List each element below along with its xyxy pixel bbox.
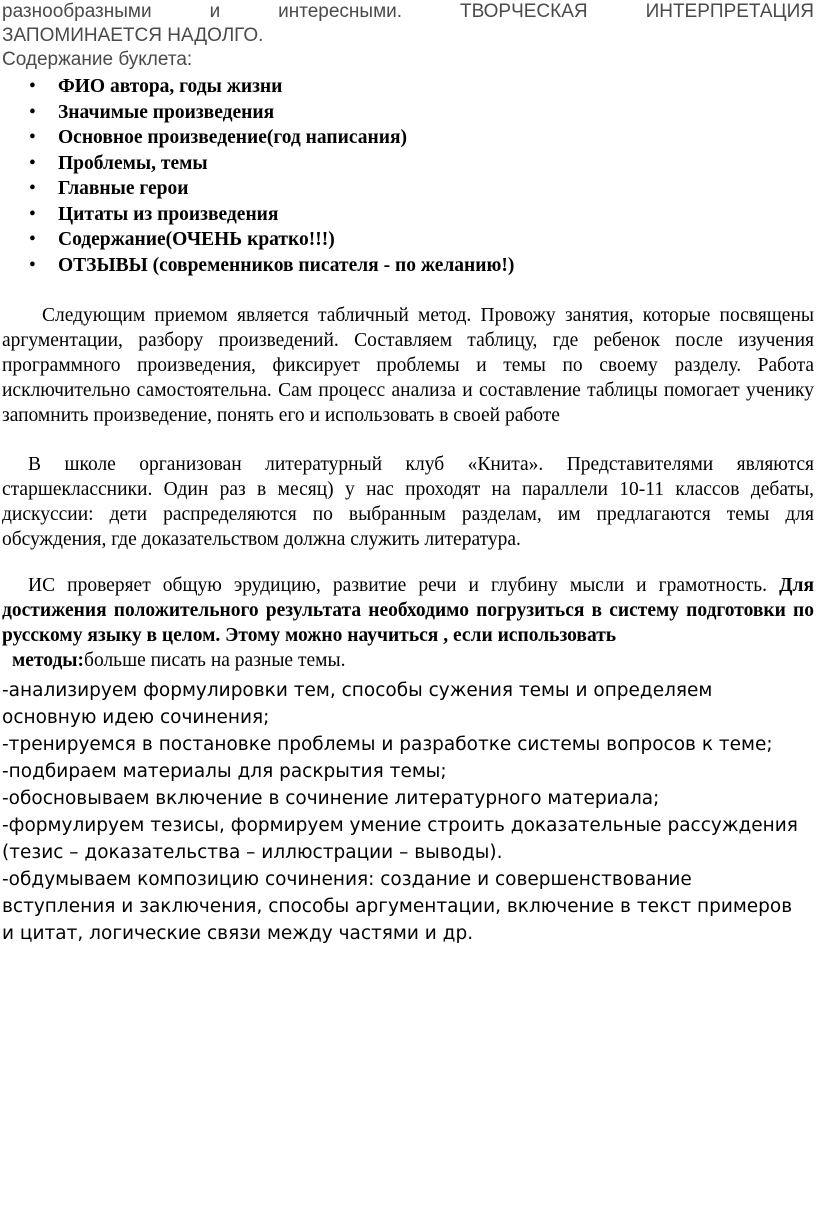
paragraph-bold-text: Для достижения положительного результата необходимо погрузиться в систему подготовки по русскому языку в целом. Этому можно научиться , если использовать [2,575,814,646]
method-item: -обдумываем композицию сочинения: создание и совершенствование вступления и заключения, способы аргументации, включение в текст примеров и цитат, логические связи между частями и др. [2,869,793,944]
booklet-list [2,74,814,278]
list-item [29,227,814,253]
methods-list [2,677,814,947]
method-item: -тренируемся в постановке проблемы и разработке системы вопросов к теме; [2,734,773,755]
paragraph-text: ИС проверяет общую эрудицию, развитие речи и глубину мысли и грамотность. [28,575,780,596]
intro-word: интересными. [278,1,403,22]
list-item [29,100,814,126]
list-item-text: ОТЗЫВЫ (современников писателя - по желанию!) [58,254,515,276]
list-item-text: Главные герои [58,178,189,199]
bullet-icon: • [29,127,36,148]
list-item-text: ФИО автора, годы жизни [58,76,283,97]
list-item [29,74,814,100]
intro-line-2: ЗАПОМИНАЕТСЯ НАДОЛГО. [2,25,264,46]
list-item-text: Основное произведение(год написания) [58,127,407,148]
methods-label: методы: [12,650,85,671]
list-item [29,202,814,228]
paragraph-table-method: Следующим приемом является табличный метод. Провожу занятия, которые посвящены аргументации, разбору произведений. Составляем таблицу, где ребенок после изучения программного произведения, фиксирует проблемы и темы по своему разделу. Работа исключительно самостоятельна. Сам процесс анализа и составление таблицы помогает ученику запомнить произведение, понять его и использовать в своей работе [2,305,814,426]
bullet-icon: • [29,229,36,250]
bullet-icon: • [29,178,36,199]
list-item [29,176,814,202]
paragraph-final-essay [2,573,814,648]
list-item-text: Значимые произведения [58,101,275,123]
method-item: -анализируем формулировки тем, способы сужения темы и определяем основную идею сочинения; [2,680,713,728]
methods-text: больше писать на разные темы. [84,650,346,671]
bullet-icon: • [29,152,36,174]
intro-word: разнообразными [2,1,152,22]
methods-line [2,648,814,673]
intro-line-1 [2,0,814,24]
list-item-text: Содержание(ОЧЕНЬ кратко!!!) [58,229,335,250]
bullet-icon: • [29,254,36,276]
intro-word: и [209,1,221,22]
method-item: -формулируем тезисы, формируем умение строить доказательные рассуждения (тезис – доказательства – иллюстрации – выводы). [2,815,798,863]
list-item [29,151,814,177]
method-item: -подбираем материалы для раскрытия темы; [2,761,447,782]
list-item-text: Проблемы, темы [58,152,208,174]
intro-word: ТВОРЧЕСКАЯ [460,1,588,22]
bullet-icon: • [29,76,36,97]
list-item [29,125,814,151]
method-item: -обосновываем включение в сочинение литературного материала; [2,788,660,809]
intro-word: ИНТЕРПРЕТАЦИЯ [645,1,814,22]
list-item [29,253,814,279]
paragraph-literary-club: В школе организован литературный клуб «Книта». Представителями являются старшеклассники. Один раз в месяц) у нас проходят на параллели 10-11 классов дебаты, дискуссии: дети распределяются по выбранным разделам, им предлагаются темы для обсуждения, где доказательством должна служить литература. [2,454,814,550]
booklet-heading: Содержание буклета: [2,49,193,70]
bullet-icon: • [29,101,36,123]
bullet-icon: • [29,203,36,225]
list-item-text: Цитаты из произведения [58,203,279,225]
